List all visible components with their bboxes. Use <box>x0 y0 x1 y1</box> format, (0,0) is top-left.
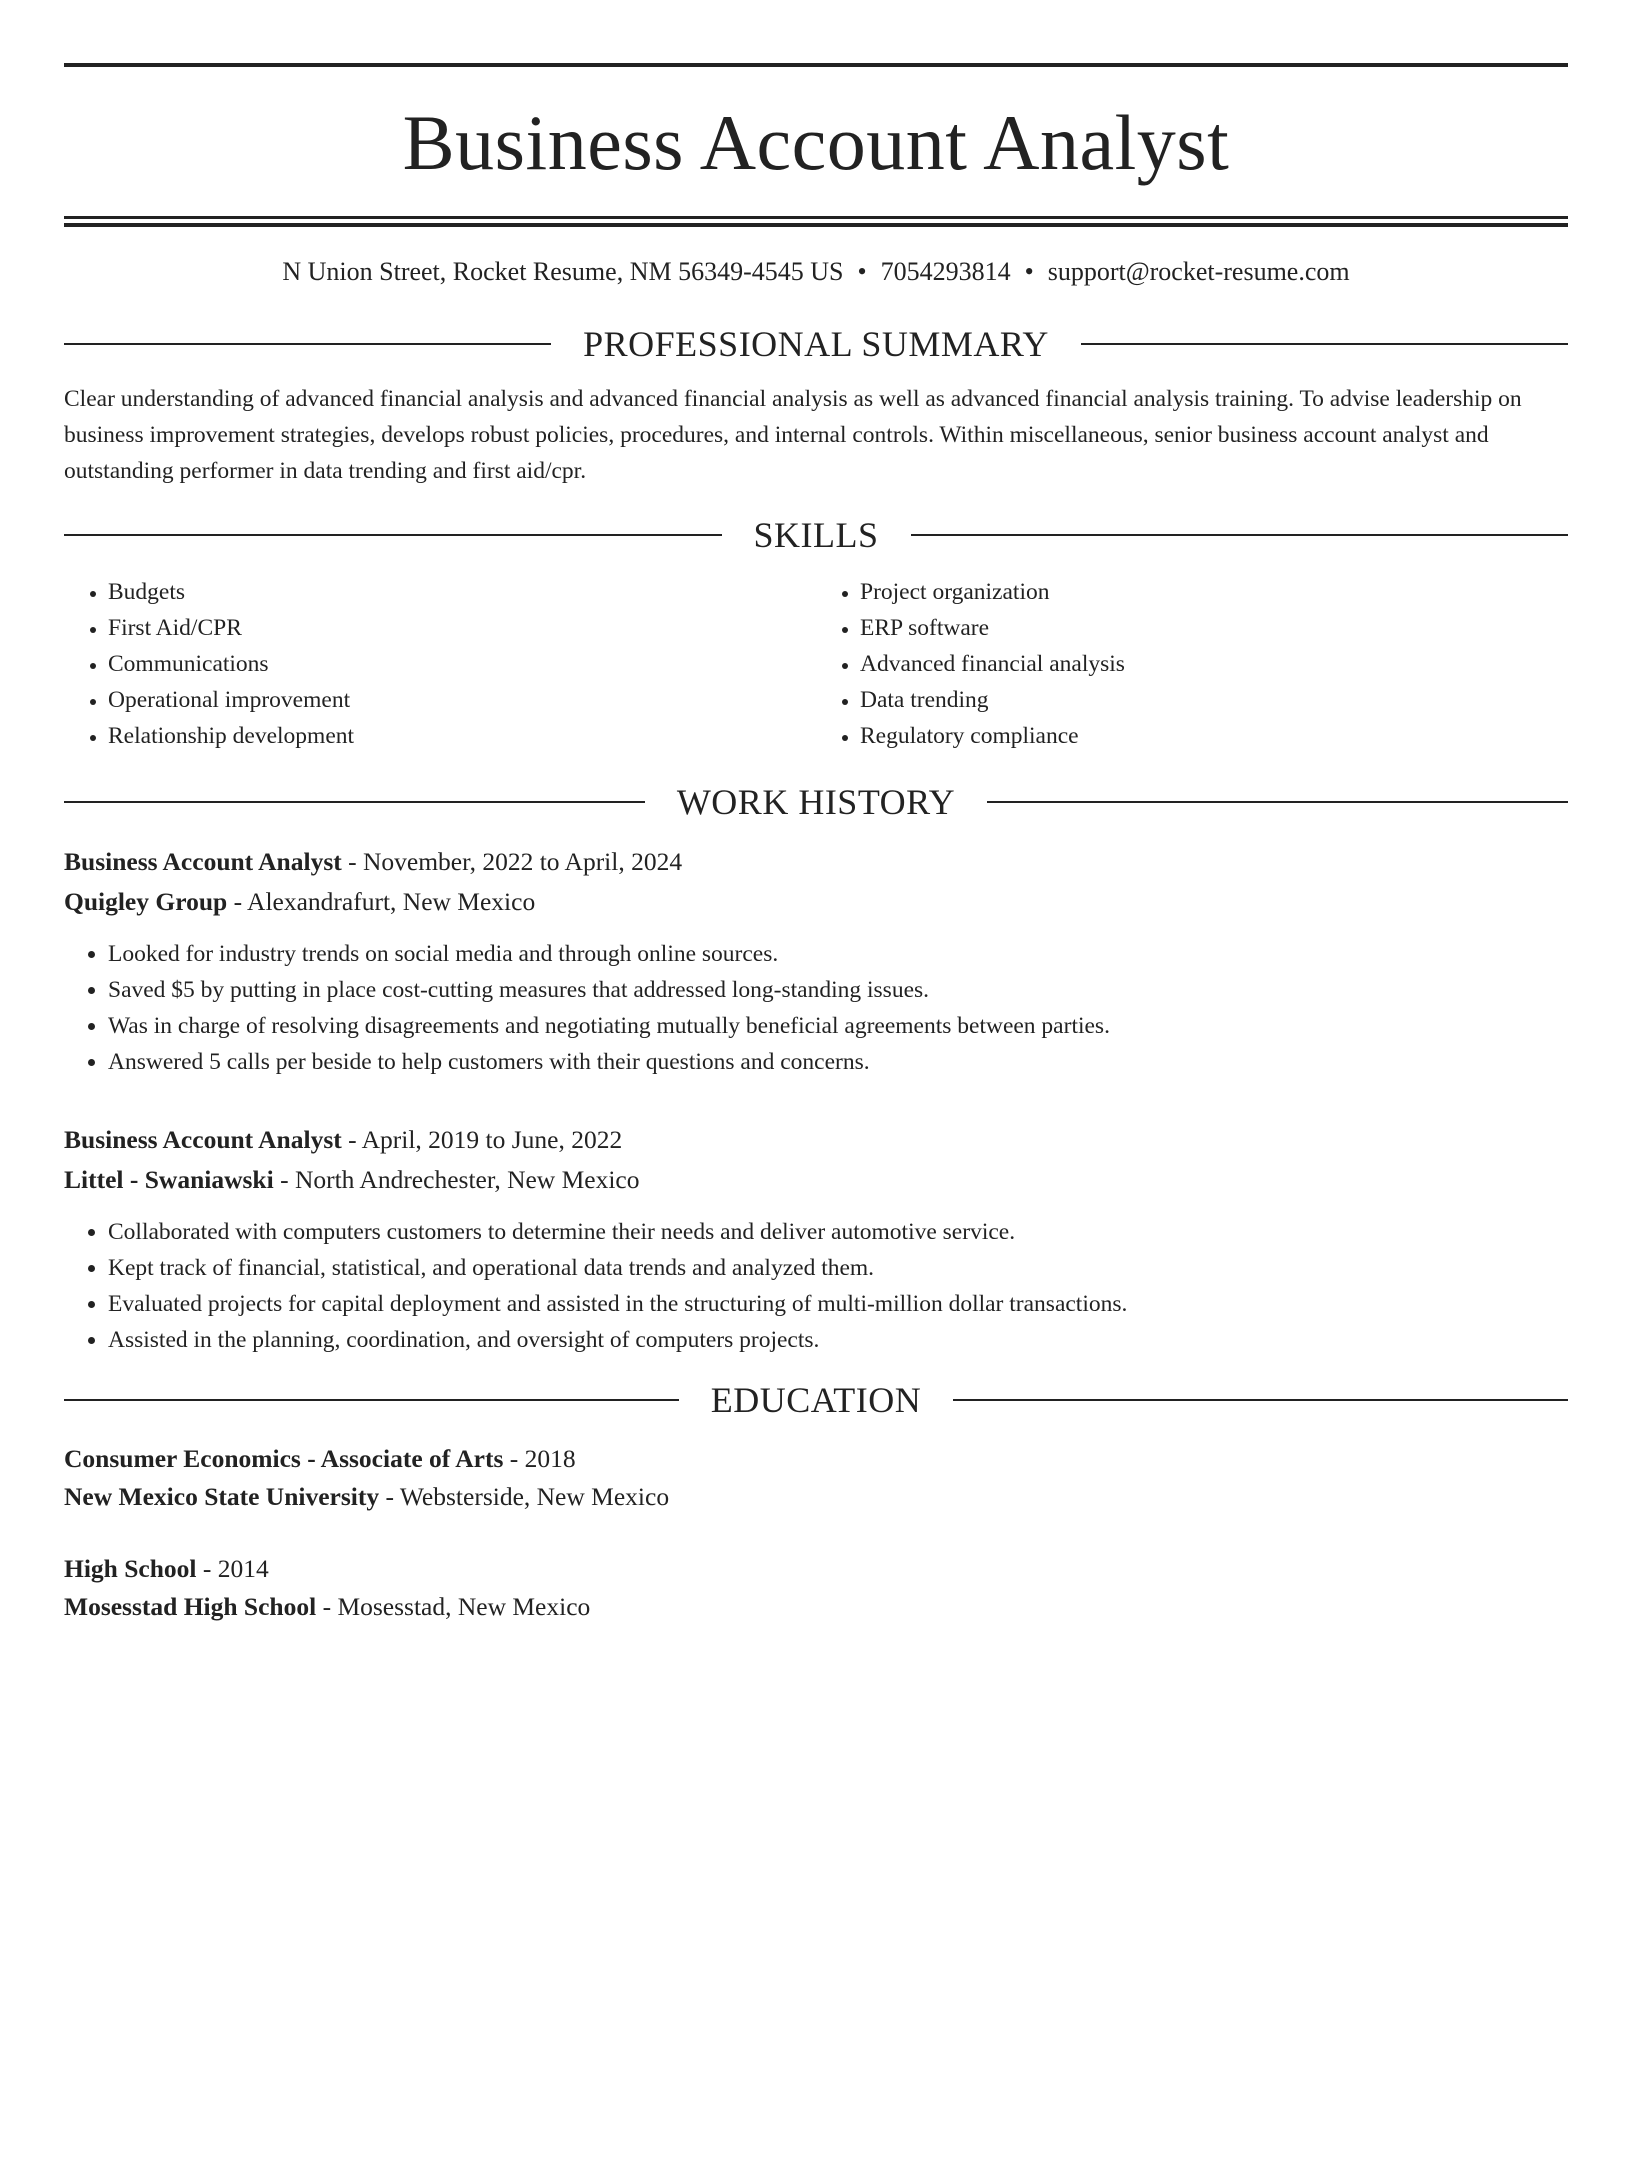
education-entry <box>64 1550 1568 1626</box>
contact-separator: • <box>857 257 867 286</box>
section-title: PROFESSIONAL SUMMARY <box>583 324 1049 364</box>
section-title: SKILLS <box>753 515 879 555</box>
job-bullet: • Looked for industry trends on social media and through online sources. <box>108 936 1568 972</box>
skill-item: • Project organization <box>860 574 1568 610</box>
contact-address: N Union Street, Rocket Resume, NM 56349-4545 US <box>282 257 844 286</box>
job-bullets <box>64 936 1568 1080</box>
education-entry <box>64 1440 1568 1516</box>
summary-text: Clear understanding of advanced financial analysis and advanced financial analysis as well as advanced financial analysis training. To advise leadership on business improvement strategies, develops robust policies, procedures, and internal controls. Within miscellaneous, senior business account analyst and outstanding performer in data trending and first aid/cpr. <box>64 386 1522 484</box>
contact-separator: • <box>1024 257 1034 286</box>
job-bullet: • Evaluated projects for capital deployment and assisted in the structuring of multi-million dollar transactions. <box>108 1286 1568 1322</box>
job-bullets <box>64 1214 1568 1358</box>
job-title: Business Account Analyst <box>64 1125 342 1154</box>
skill-item: • Communications <box>108 646 816 682</box>
education-year: - 2018 <box>503 1444 576 1473</box>
section-header-work <box>64 780 1568 824</box>
job-bullet: • Collaborated with computers customers to determine their needs and deliver automotive service. <box>108 1214 1568 1250</box>
job-bullet: • Kept track of financial, statistical, and operational data trends and analyzed them. <box>108 1250 1568 1286</box>
contact-email: support@rocket-resume.com <box>1047 257 1350 286</box>
education-location: - Websterside, New Mexico <box>379 1482 670 1511</box>
section-rule <box>64 1399 679 1401</box>
job-company: Littel - Swaniawski <box>64 1165 274 1194</box>
job-bullet: • Answered 5 calls per beside to help customers with their questions and concerns. <box>108 1044 1568 1080</box>
job-bullet: • Saved $5 by putting in place cost-cutting measures that addressed long-standing issues. <box>108 972 1568 1008</box>
skills-list <box>64 574 1568 754</box>
skill-item: • First Aid/CPR <box>108 610 816 646</box>
section-title: EDUCATION <box>710 1380 922 1420</box>
skills-column-left <box>64 574 816 754</box>
title-double-rule <box>64 216 1568 227</box>
section-rule <box>64 801 645 803</box>
education-degree-line <box>64 1440 1568 1478</box>
section-rule <box>987 801 1568 803</box>
job-dates: - November, 2022 to April, 2024 <box>341 847 683 876</box>
skill-item: • Budgets <box>108 574 816 610</box>
education-school: Mosesstad High School <box>64 1592 317 1621</box>
section-header-skills <box>64 513 1568 557</box>
skill-item: • ERP software <box>860 610 1568 646</box>
job-title-line <box>64 1120 1568 1160</box>
job-company-line <box>64 1160 1568 1200</box>
skill-item: • Operational improvement <box>108 682 816 718</box>
skill-item: • Advanced financial analysis <box>860 646 1568 682</box>
job-bullet: • Assisted in the planning, coordination, and oversight of computers projects. <box>108 1322 1568 1358</box>
job-title-line <box>64 842 1568 882</box>
contact-phone: 7054293814 <box>880 257 1011 286</box>
section-rule <box>953 1399 1568 1401</box>
education-school: New Mexico State University <box>64 1482 380 1511</box>
skill-item: • Relationship development <box>108 718 816 754</box>
section-rule <box>64 343 551 345</box>
education-school-line <box>64 1478 1568 1516</box>
contact-line <box>64 256 1568 288</box>
education-year: - 2014 <box>196 1554 269 1583</box>
section-rule <box>64 534 722 536</box>
skill-item: • Regulatory compliance <box>860 718 1568 754</box>
job-location: - North Andrechester, New Mexico <box>273 1165 640 1194</box>
section-title: WORK HISTORY <box>676 782 956 822</box>
skill-item: • Data trending <box>860 682 1568 718</box>
section-rule <box>1081 343 1568 345</box>
education-location: - Mosesstad, New Mexico <box>316 1592 591 1621</box>
education-degree: High School <box>64 1554 197 1583</box>
job-dates: - April, 2019 to June, 2022 <box>341 1125 623 1154</box>
job-entry <box>64 842 1568 1080</box>
section-header-summary <box>64 322 1568 366</box>
job-entry <box>64 1120 1568 1358</box>
skills-column-right <box>816 574 1568 754</box>
top-rule <box>64 63 1568 67</box>
education-degree-line <box>64 1550 1568 1588</box>
job-company-line <box>64 882 1568 922</box>
resume-title: Business Account Analyst <box>402 99 1230 186</box>
job-company: Quigley Group <box>64 887 228 916</box>
job-location: - Alexandrafurt, New Mexico <box>227 887 536 916</box>
section-header-education <box>64 1378 1568 1422</box>
job-title: Business Account Analyst <box>64 847 342 876</box>
resume-page <box>0 63 1632 2175</box>
section-rule <box>911 534 1569 536</box>
job-bullet: • Was in charge of resolving disagreements and negotiating mutually beneficial agreements between parties. <box>108 1008 1568 1044</box>
education-school-line <box>64 1588 1568 1626</box>
education-degree: Consumer Economics - Associate of Arts <box>64 1444 504 1473</box>
